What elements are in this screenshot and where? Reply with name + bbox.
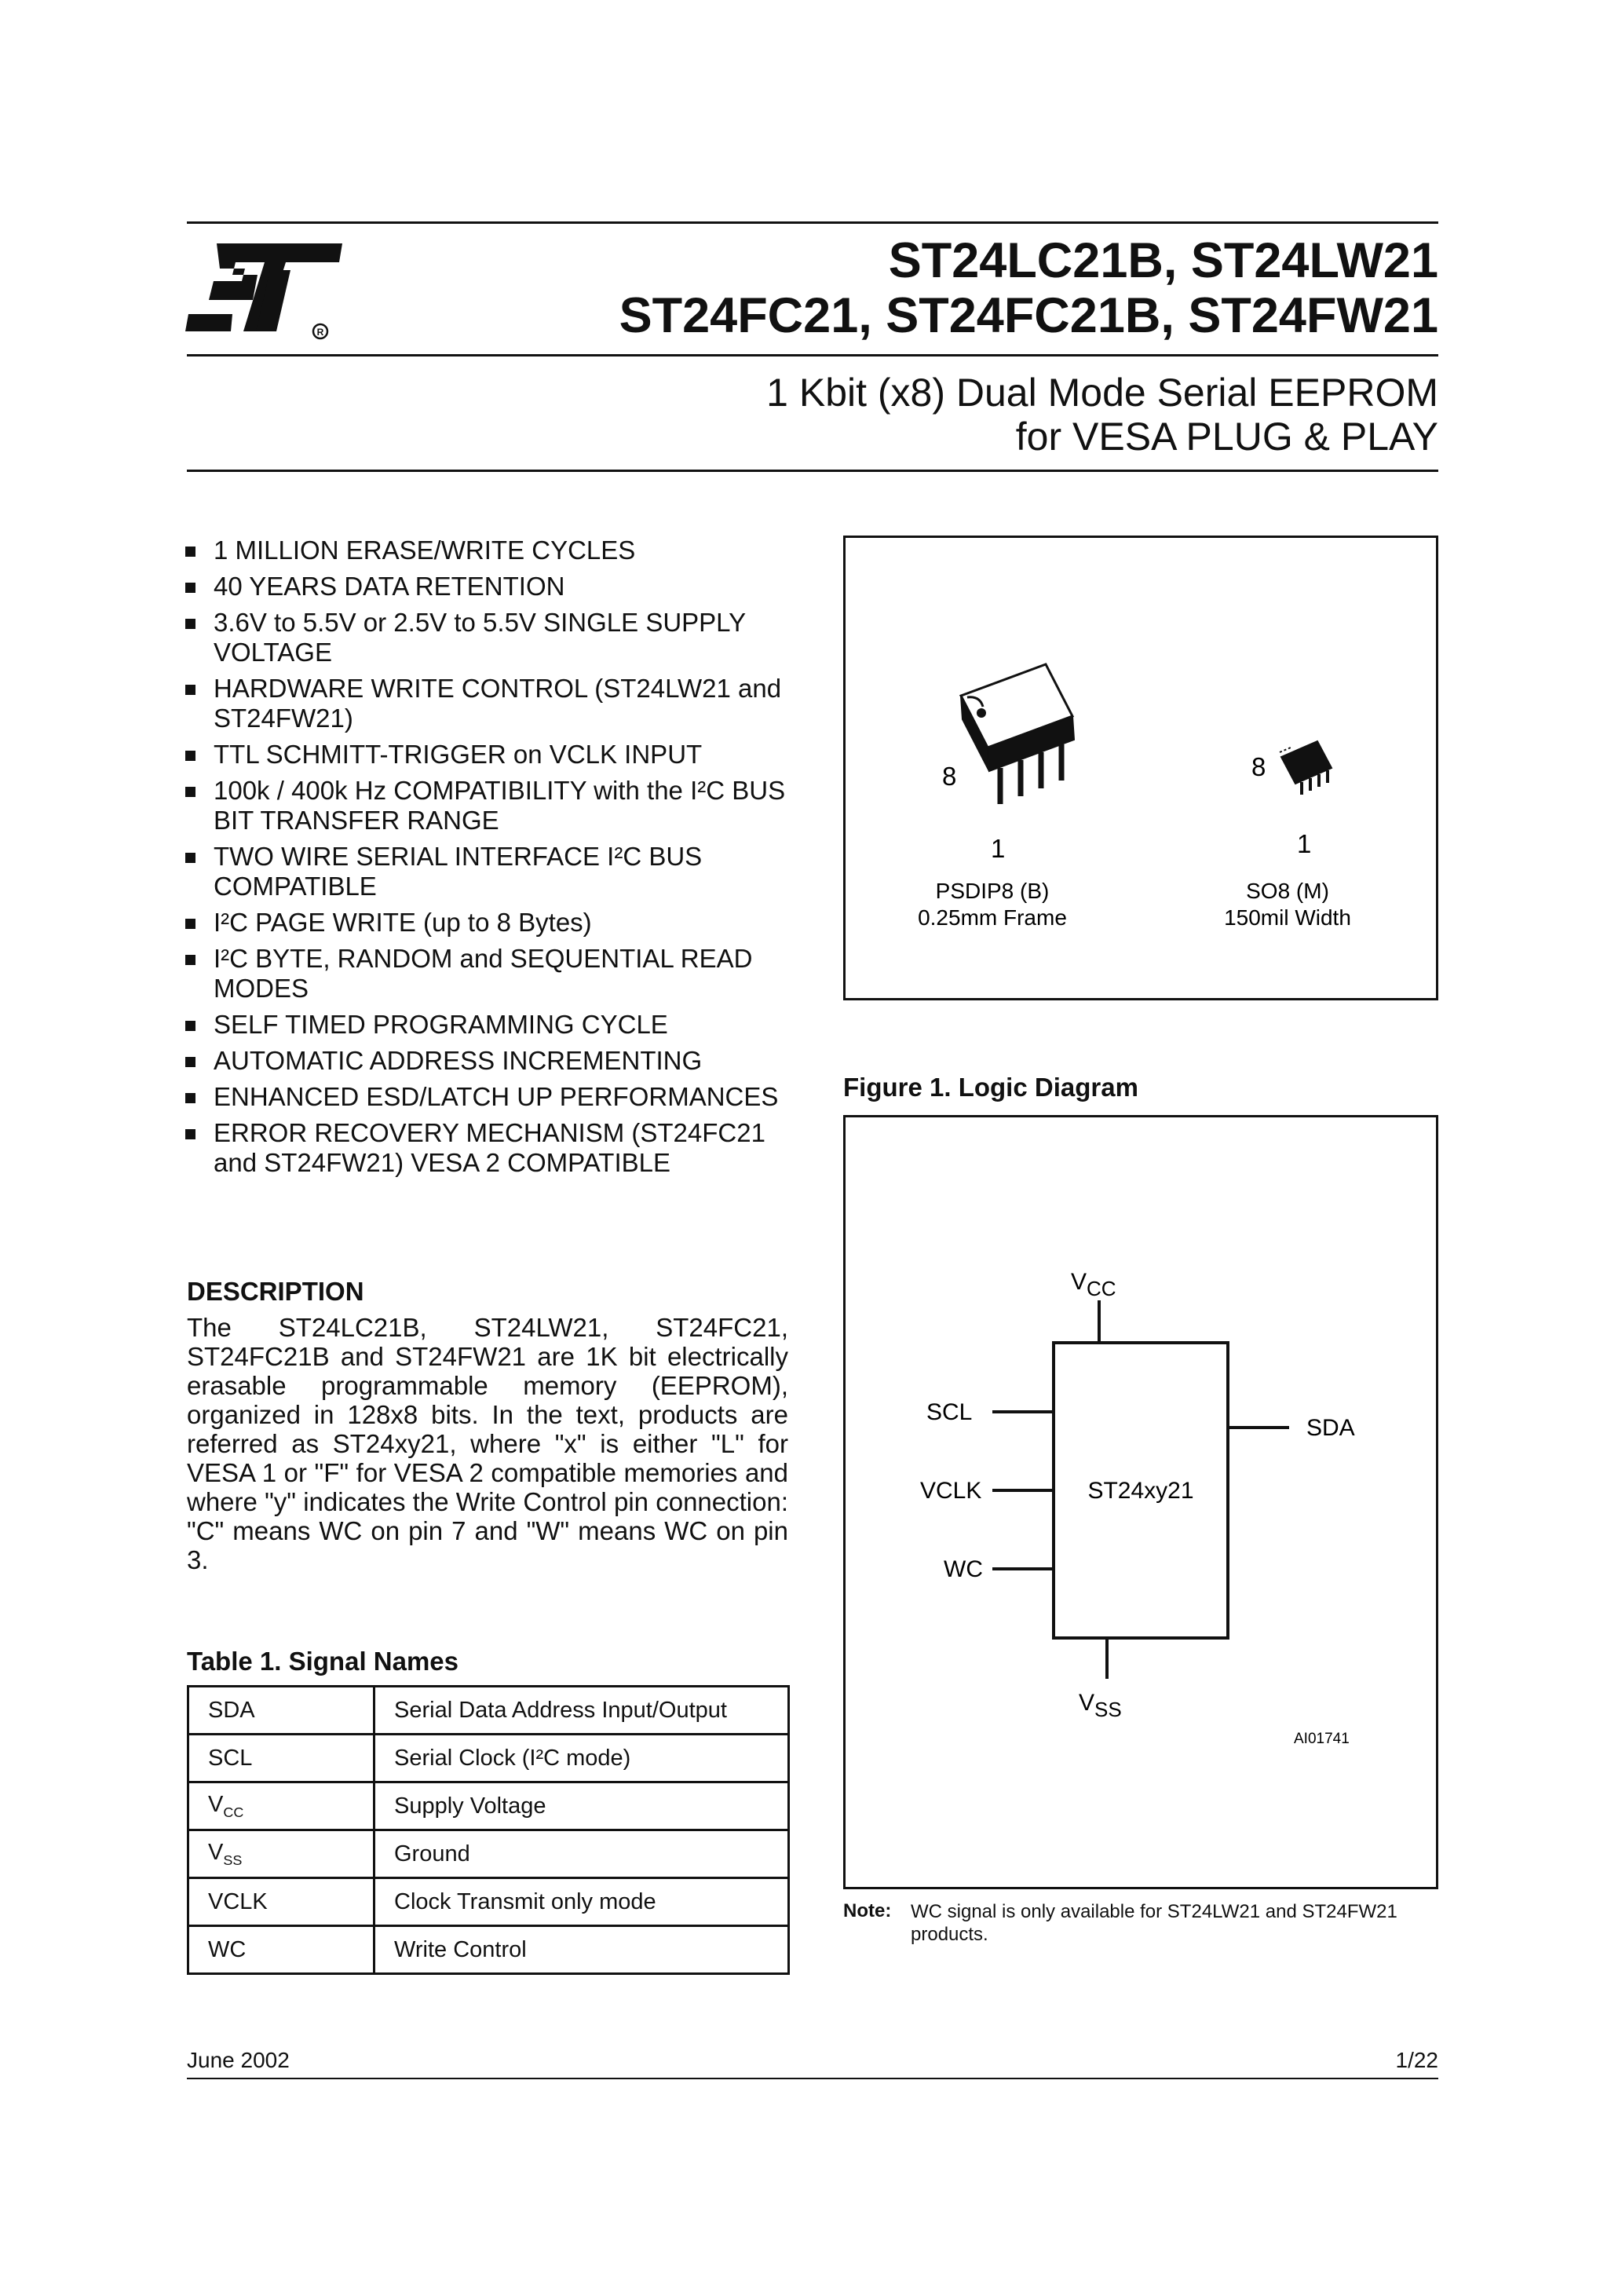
note-label: Note: — [843, 1900, 892, 1921]
signal-name-cell: VCLK — [188, 1878, 374, 1926]
pdip8-package-icon — [961, 664, 1074, 804]
signal-desc-cell: Clock Transmit only mode — [374, 1878, 789, 1926]
st-logo-icon — [185, 236, 342, 345]
feature-item: ERROR RECOVERY MECHANISM (ST24FC21 and ST24FW21) VESA 2 COMPATIBLE — [185, 1118, 798, 1178]
header-mid-rule — [187, 354, 1438, 356]
signal-desc-cell: Serial Clock (I²C mode) — [374, 1735, 789, 1782]
package-figure — [843, 536, 1438, 1000]
header-bottom-rule — [187, 470, 1438, 472]
signal-name-cell: $V_{SS}$ — [188, 1830, 374, 1878]
document-subtitle-line-1: 1 Kbit (x8) Dual Mode Serial EEPROM — [766, 371, 1438, 415]
pdip8-pin-1-label: 1 — [991, 834, 1006, 863]
figure-code: AI01741 — [1294, 1731, 1350, 1747]
table-row — [188, 1687, 789, 1735]
document-title-line-1: ST24LC21B, ST24LW21 — [888, 233, 1438, 288]
st-logo — [185, 236, 342, 345]
feature-item: TTL SCHMITT-TRIGGER on VCLK INPUT — [185, 740, 798, 770]
feature-item: SELF TIMED PROGRAMMING CYCLE — [185, 1010, 798, 1040]
header-top-rule — [187, 221, 1438, 224]
note-text: WC signal is only available for ST24LW21 and ST24FW21 products. — [911, 1901, 1397, 1945]
feature-item: TWO WIRE SERIAL INTERFACE I²C BUS COMPATIBLE — [185, 842, 798, 901]
so8-package-detail: 150mil Width — [1224, 905, 1351, 930]
vclk-label: VCLK — [920, 1478, 982, 1504]
so8-package-icon — [1280, 741, 1332, 795]
feature-item: I²C PAGE WRITE (up to 8 Bytes) — [185, 908, 798, 938]
description-text: The ST24LC21B, ST24LW21, ST24FC21, ST24FC21B and ST24FW21 are 1K bit electrically erasable programmable memory (EEPROM), organized in 128x8 bits. In the text, products are referred as ST24xy21, where "x" is either "L" for VESA 1 or "F" for VESA 2 compatible memories and where "y" indicates the Write Control pin connection: "C" means WC on pin 7 and "W" means WC on pin 3. — [187, 1313, 788, 1574]
signal-desc-cell: Write Control — [374, 1926, 789, 1974]
pdip8-package-detail: 0.25mm Frame — [918, 905, 1067, 930]
feature-item: HARDWARE WRITE CONTROL (ST24LW21 and ST24FW21) — [185, 674, 798, 733]
signal-name-cell: $V_{CC}$ — [188, 1782, 374, 1830]
chip-label: ST24xy21 — [1087, 1478, 1194, 1504]
feature-item: 40 YEARS DATA RETENTION — [185, 572, 798, 601]
feature-item: AUTOMATIC ADDRESS INCREMENTING — [185, 1046, 798, 1076]
signal-names-table — [187, 1685, 790, 1975]
table-row — [188, 1926, 789, 1974]
vcc-label: VCC — [1071, 1269, 1116, 1300]
table-row — [188, 1735, 789, 1782]
footer-date: June 2002 — [187, 2048, 290, 2072]
feature-item: 100k / 400k Hz COMPATIBILITY with the I²C BUS BIT TRANSFER RANGE — [185, 776, 798, 835]
feature-list — [185, 536, 798, 1184]
wc-label: WC — [944, 1556, 983, 1582]
logic-diagram — [843, 1115, 1438, 1889]
page-number: 1/22 — [1395, 2048, 1438, 2072]
footer-rule — [187, 2078, 1438, 2079]
table-row — [188, 1830, 789, 1878]
so8-package-name: SO8 (M) — [1246, 879, 1329, 903]
description-heading: DESCRIPTION — [187, 1277, 364, 1306]
pdip8-pin-8-label: 8 — [942, 762, 957, 791]
signal-name-cell: WC — [188, 1926, 374, 1974]
signal-name-cell: SCL — [188, 1735, 374, 1782]
so8-pin-1-label: 1 — [1297, 829, 1312, 858]
so8-pin-8-label: 8 — [1251, 752, 1266, 781]
vss-label: VSS — [1079, 1690, 1122, 1721]
table-row — [188, 1782, 789, 1830]
signal-desc-cell: Supply Voltage — [374, 1782, 789, 1830]
signal-desc-cell: Ground — [374, 1830, 789, 1878]
feature-item: I²C BYTE, RANDOM and SEQUENTIAL READ MODES — [185, 944, 798, 1004]
document-title-line-2: ST24FC21, ST24FC21B, ST24FW21 — [619, 288, 1438, 343]
table-caption: Table 1. Signal Names — [187, 1647, 459, 1676]
signal-desc-cell: Serial Data Address Input/Output — [374, 1687, 789, 1735]
scl-label: SCL — [926, 1399, 973, 1425]
feature-item: ENHANCED ESD/LATCH UP PERFORMANCES — [185, 1082, 798, 1112]
signal-name-cell: SDA — [188, 1687, 374, 1735]
figure-caption: Figure 1. Logic Diagram — [843, 1073, 1138, 1102]
sda-label: SDA — [1306, 1415, 1355, 1441]
document-subtitle-line-2: for VESA PLUG & PLAY — [1015, 415, 1438, 459]
feature-item: 3.6V to 5.5V or 2.5V to 5.5V SINGLE SUPPLY VOLTAGE — [185, 608, 798, 667]
pdip8-package-name: PSDIP8 (B) — [935, 879, 1050, 903]
table-row — [188, 1878, 789, 1926]
feature-item: 1 MILLION ERASE/WRITE CYCLES — [185, 536, 798, 565]
svg-text:R: R — [316, 327, 324, 338]
